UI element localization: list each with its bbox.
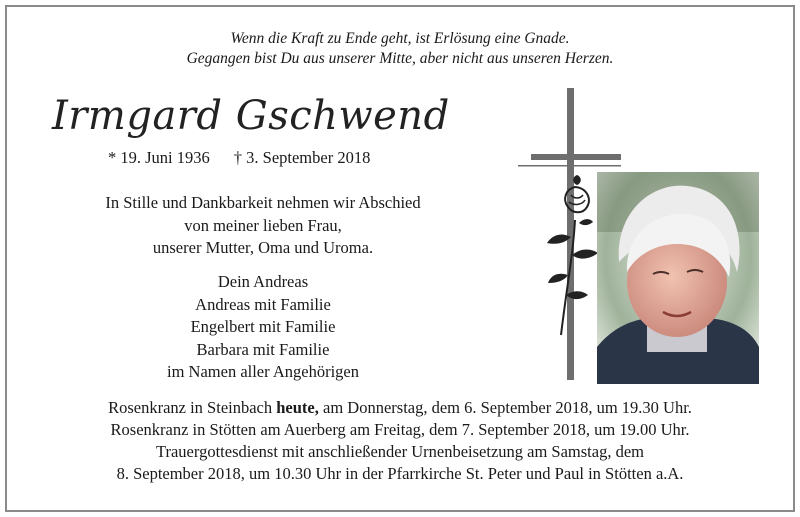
- mourner: Engelbert mit Familie: [190, 317, 336, 336]
- service-line-3: Trauergottesdienst mit anschließender Urnenbeisetzung am Samstag, dem: [155, 442, 644, 461]
- farewell-line: von meiner lieben Frau,: [184, 215, 342, 235]
- rose-icon: [545, 175, 605, 340]
- quote: [0, 29, 800, 69]
- mourner: Andreas mit Familie: [195, 294, 331, 314]
- deceased-name: Irmgard Gschwend: [52, 93, 450, 139]
- mourners-list: [36, 271, 490, 384]
- farewell-text: [36, 192, 490, 260]
- life-dates: [108, 148, 394, 168]
- birth-date: * 19. Juni 1936: [108, 148, 210, 167]
- death-date: † 3. September 2018: [233, 148, 371, 167]
- quote-line-2: Gegangen bist Du aus unserer Mitte, aber nicht aus unseren Herzen.: [186, 50, 614, 67]
- service-line-4: 8. September 2018, um 10.30 Uhr in der Pfarrkirche St. Peter und Paul in Stötten a.A.: [116, 464, 684, 483]
- portrait-photo: [597, 172, 759, 384]
- mourner: Barbara mit Familie: [196, 339, 330, 359]
- quote-line-1: Wenn die Kraft zu Ende geht, ist Erlösung eine Gnade.: [230, 30, 570, 47]
- farewell-line: unserer Mutter, Oma und Uroma.: [152, 238, 374, 257]
- service-line-2: Rosenkranz in Stötten am Auerberg am Freitag, dem 7. September 2018, um 19.00 Uhr.: [110, 420, 690, 439]
- mourner: Dein Andreas: [217, 272, 309, 291]
- service-line-1-rest: am Donnerstag, dem 6. September 2018, um 19.30 Uhr.: [318, 398, 692, 417]
- mourner: im Namen aller Angehörigen: [167, 362, 359, 381]
- service-line-1-text: Rosenkranz in Steinbach: [108, 398, 277, 417]
- service-announcements: [0, 397, 800, 485]
- farewell-line: In Stille und Dankbarkeit nehmen wir Abschied: [105, 193, 421, 212]
- service-line-1: [0, 397, 800, 419]
- service-line-1-emphasis: heute,: [276, 398, 319, 417]
